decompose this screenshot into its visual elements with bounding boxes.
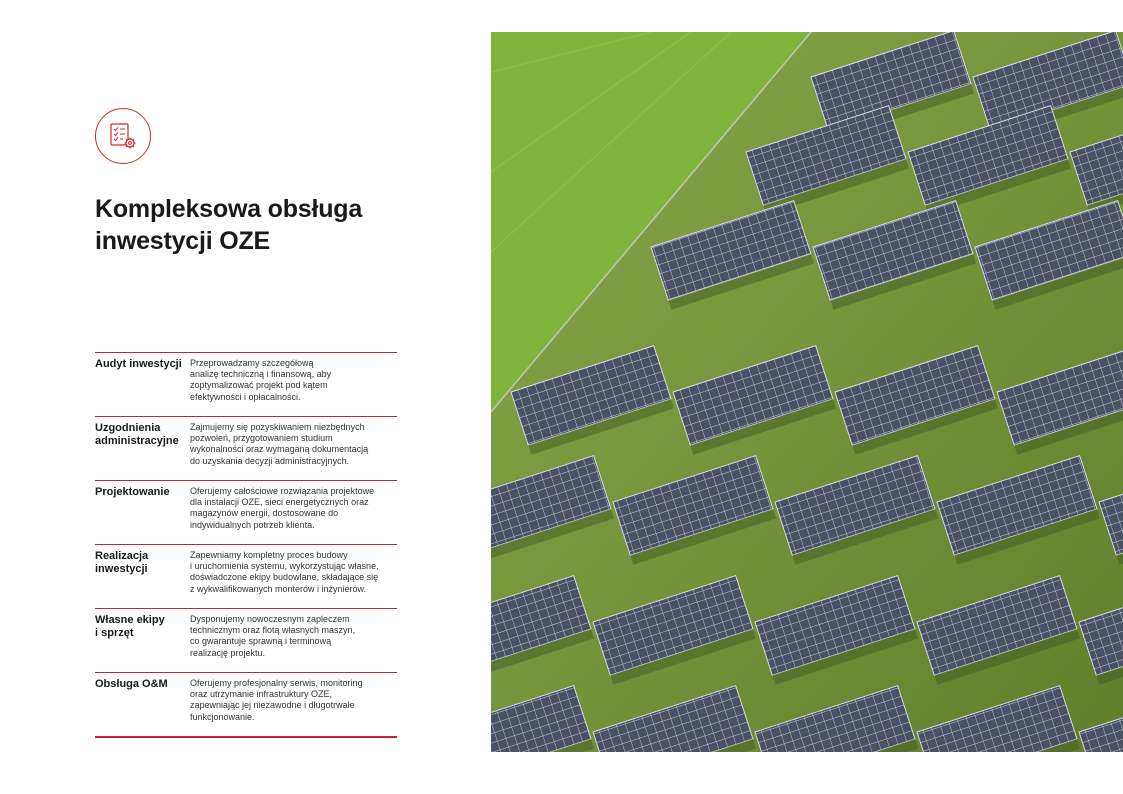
services-table [95,352,397,738]
service-description: Oferujemy całościowe rozwiązania projektowe dla instalacji OZE, sieci energetycznych oraz magazynów energii, dostosowane do indywidualnych potrzeb klienta. [190,486,375,530]
service-description: Zajmujemy się pozyskiwaniem niezbędnych pozwoleń, przygotowaniem studium wykonalności oraz wymaganą dokumentacją do uzyskania decyzji administracyjnych. [190,422,369,466]
service-row [95,352,397,416]
service-label: Realizacja inwestycji [95,550,149,575]
solar-farm-illustration [491,32,1123,752]
solar-farm-photo [491,32,1123,752]
title-line-1: Kompleksowa obsługa [95,195,363,223]
service-label: Audyt inwestycji [95,358,182,370]
service-label: Obsługa O&M [95,678,168,690]
service-row [95,672,397,736]
service-description: Przeprowadzamy szczegółową analizę techniczną i finansową, aby zoptymalizować projekt pod kątem efektywności i opłacalności. [190,358,332,402]
title-line-2: inwestycji OZE [95,227,271,255]
page-title [95,193,435,257]
checklist-gear-icon [95,108,151,164]
service-description: Dysponujemy nowoczesnym zapleczem technicznym oraz flotą własnych maszyn, co gwarantuje sprawną i terminową realizację projektu. [190,614,356,658]
service-row [95,416,397,480]
service-label: Własne ekipy i sprzęt [95,614,165,639]
service-row [95,608,397,672]
service-description: Zapewniamy kompletny proces budowy i uruchomienia systemu, wykorzystując własne, doświadczone ekipy budowlane, składające się z wykwalifikowanych monterów i inżynierów. [190,550,379,594]
table-bottom-rule [95,736,397,738]
service-label: Projektowanie [95,486,170,498]
service-row [95,544,397,608]
service-row [95,480,397,544]
service-label: Uzgodnienia administracyjne [95,422,179,447]
service-description: Oferujemy profesjonalny serwis, monitoring oraz utrzymanie infrastruktury OZE, zapewniając jej niezawodne i długotrwałe funkcjonowanie. [190,678,363,722]
